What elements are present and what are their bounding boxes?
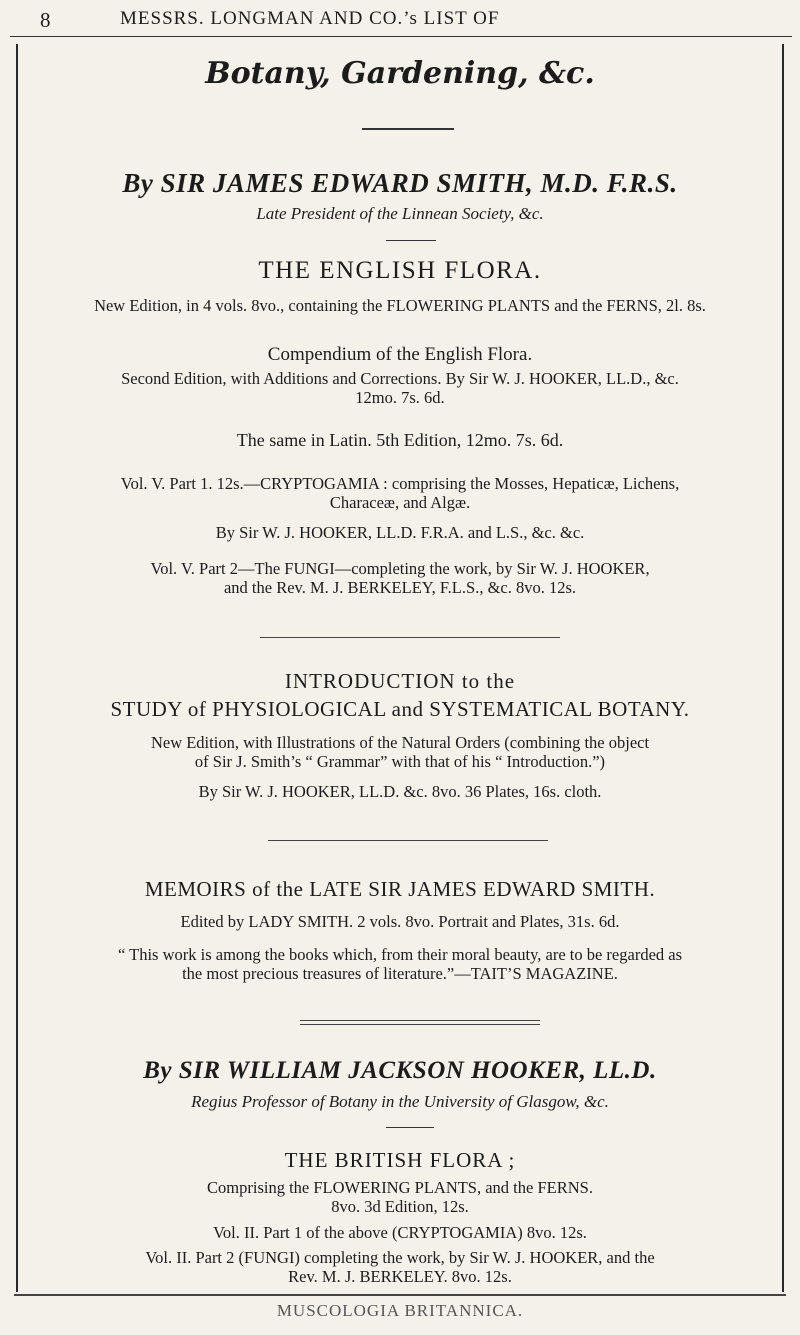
british-flora-vol2-part2-line2: Rev. M. J. BERKELEY. 8vo. 12s.: [288, 1267, 512, 1286]
divider: [268, 840, 548, 841]
vol5-part1-line2: Characeæ, and Algæ.: [329, 493, 471, 512]
double-divider: [300, 1020, 540, 1025]
english-flora-edition: New Edition, in 4 vols. 8vo., containing the FLOWERING PLANTS and the FERNS, 2l. 8s.: [94, 296, 706, 315]
british-flora-line1: Comprising the FLOWERING PLANTS, and the FERNS.: [207, 1178, 593, 1197]
memoirs-heading: MEMOIRS of the LATE SIR JAMES EDWARD SMITH.: [144, 877, 656, 901]
divider: [386, 240, 436, 241]
vol5-part1-line1: Vol. V. Part 1. 12s.—CRYPTOGAMIA : comprising the Mosses, Hepaticæ, Lichens,: [120, 474, 680, 493]
introduction-heading: INTRODUCTION to the: [284, 669, 516, 693]
hooker-subtitle: Regius Professor of Botany in the University of Glasgow, &c.: [191, 1092, 609, 1111]
muscologia-heading: MUSCOLOGIA BRITANNICA.: [276, 1301, 524, 1320]
top-rule: [10, 36, 792, 37]
english-flora-heading: THE ENGLISH FLORA.: [258, 257, 542, 284]
hooker-author: By SIR WILLIAM JACKSON HOOKER, LL.D.: [143, 1057, 657, 1084]
memoirs-quote-line2: the most precious treasures of literature.”—TAIT’S MAGAZINE.: [182, 964, 618, 983]
british-flora-vol2-part2-line1: Vol. II. Part 2 (FUNGI) completing the work, by Sir W. J. HOOKER, and the: [145, 1248, 655, 1267]
introduction-line2: of Sir J. Smith’s “ Grammar” with that of his “ Introduction.”): [194, 752, 606, 771]
vol5-part2-line1: Vol. V. Part 2—The FUNGI—completing the work, by Sir W. J. HOOKER,: [150, 559, 650, 578]
compendium-line1: Second Edition, with Additions and Corrections. By Sir W. J. HOOKER, LL.D., &c.: [121, 369, 679, 388]
compendium-line2: 12mo. 7s. 6d.: [355, 388, 445, 407]
section-title: Botany, Gardening, &c.: [205, 56, 595, 91]
introduction-author: By Sir W. J. HOOKER, LL.D. &c. 8vo. 36 Plates, 16s. cloth.: [198, 782, 602, 801]
british-flora-heading: THE BRITISH FLORA ;: [284, 1148, 516, 1172]
british-flora-line2: 8vo. 3d Edition, 12s.: [331, 1197, 469, 1216]
vol5-part2-line2: and the Rev. M. J. BERKELEY, F.L.S., &c. 8vo. 12s.: [223, 578, 577, 597]
smith-author: By SIR JAMES EDWARD SMITH, M.D. F.R.S.: [122, 168, 678, 198]
compendium-title: Compendium of the English Flora.: [267, 344, 533, 365]
divider: [362, 128, 454, 130]
bottom-rule: [14, 1294, 786, 1296]
memoirs-edited: Edited by LADY SMITH. 2 vols. 8vo. Portrait and Plates, 31s. 6d.: [180, 912, 620, 931]
divider: [386, 1127, 434, 1128]
british-flora-vol2-part1: Vol. II. Part 1 of the above (CRYPTOGAMIA) 8vo. 12s.: [213, 1223, 587, 1242]
latin-edition: The same in Latin. 5th Edition, 12mo. 7s. 6d.: [236, 430, 564, 450]
divider: [260, 637, 560, 638]
running-title: MESSRS. LONGMAN AND CO.’s LIST OF: [120, 8, 500, 29]
introduction-subheading: STUDY of PHYSIOLOGICAL and SYSTEMATICAL BOTANY.: [110, 697, 690, 721]
vol5-part1-author: By Sir W. J. HOOKER, LL.D. F.R.A. and L.S., &c. &c.: [215, 523, 585, 542]
page-number: 8: [40, 8, 52, 32]
memoirs-quote-line1: “ This work is among the books which, from their moral beauty, are to be regarded as: [117, 945, 683, 964]
smith-subtitle: Late President of the Linnean Society, &c.: [256, 204, 544, 223]
introduction-line1: New Edition, with Illustrations of the Natural Orders (combining the object: [150, 733, 650, 752]
